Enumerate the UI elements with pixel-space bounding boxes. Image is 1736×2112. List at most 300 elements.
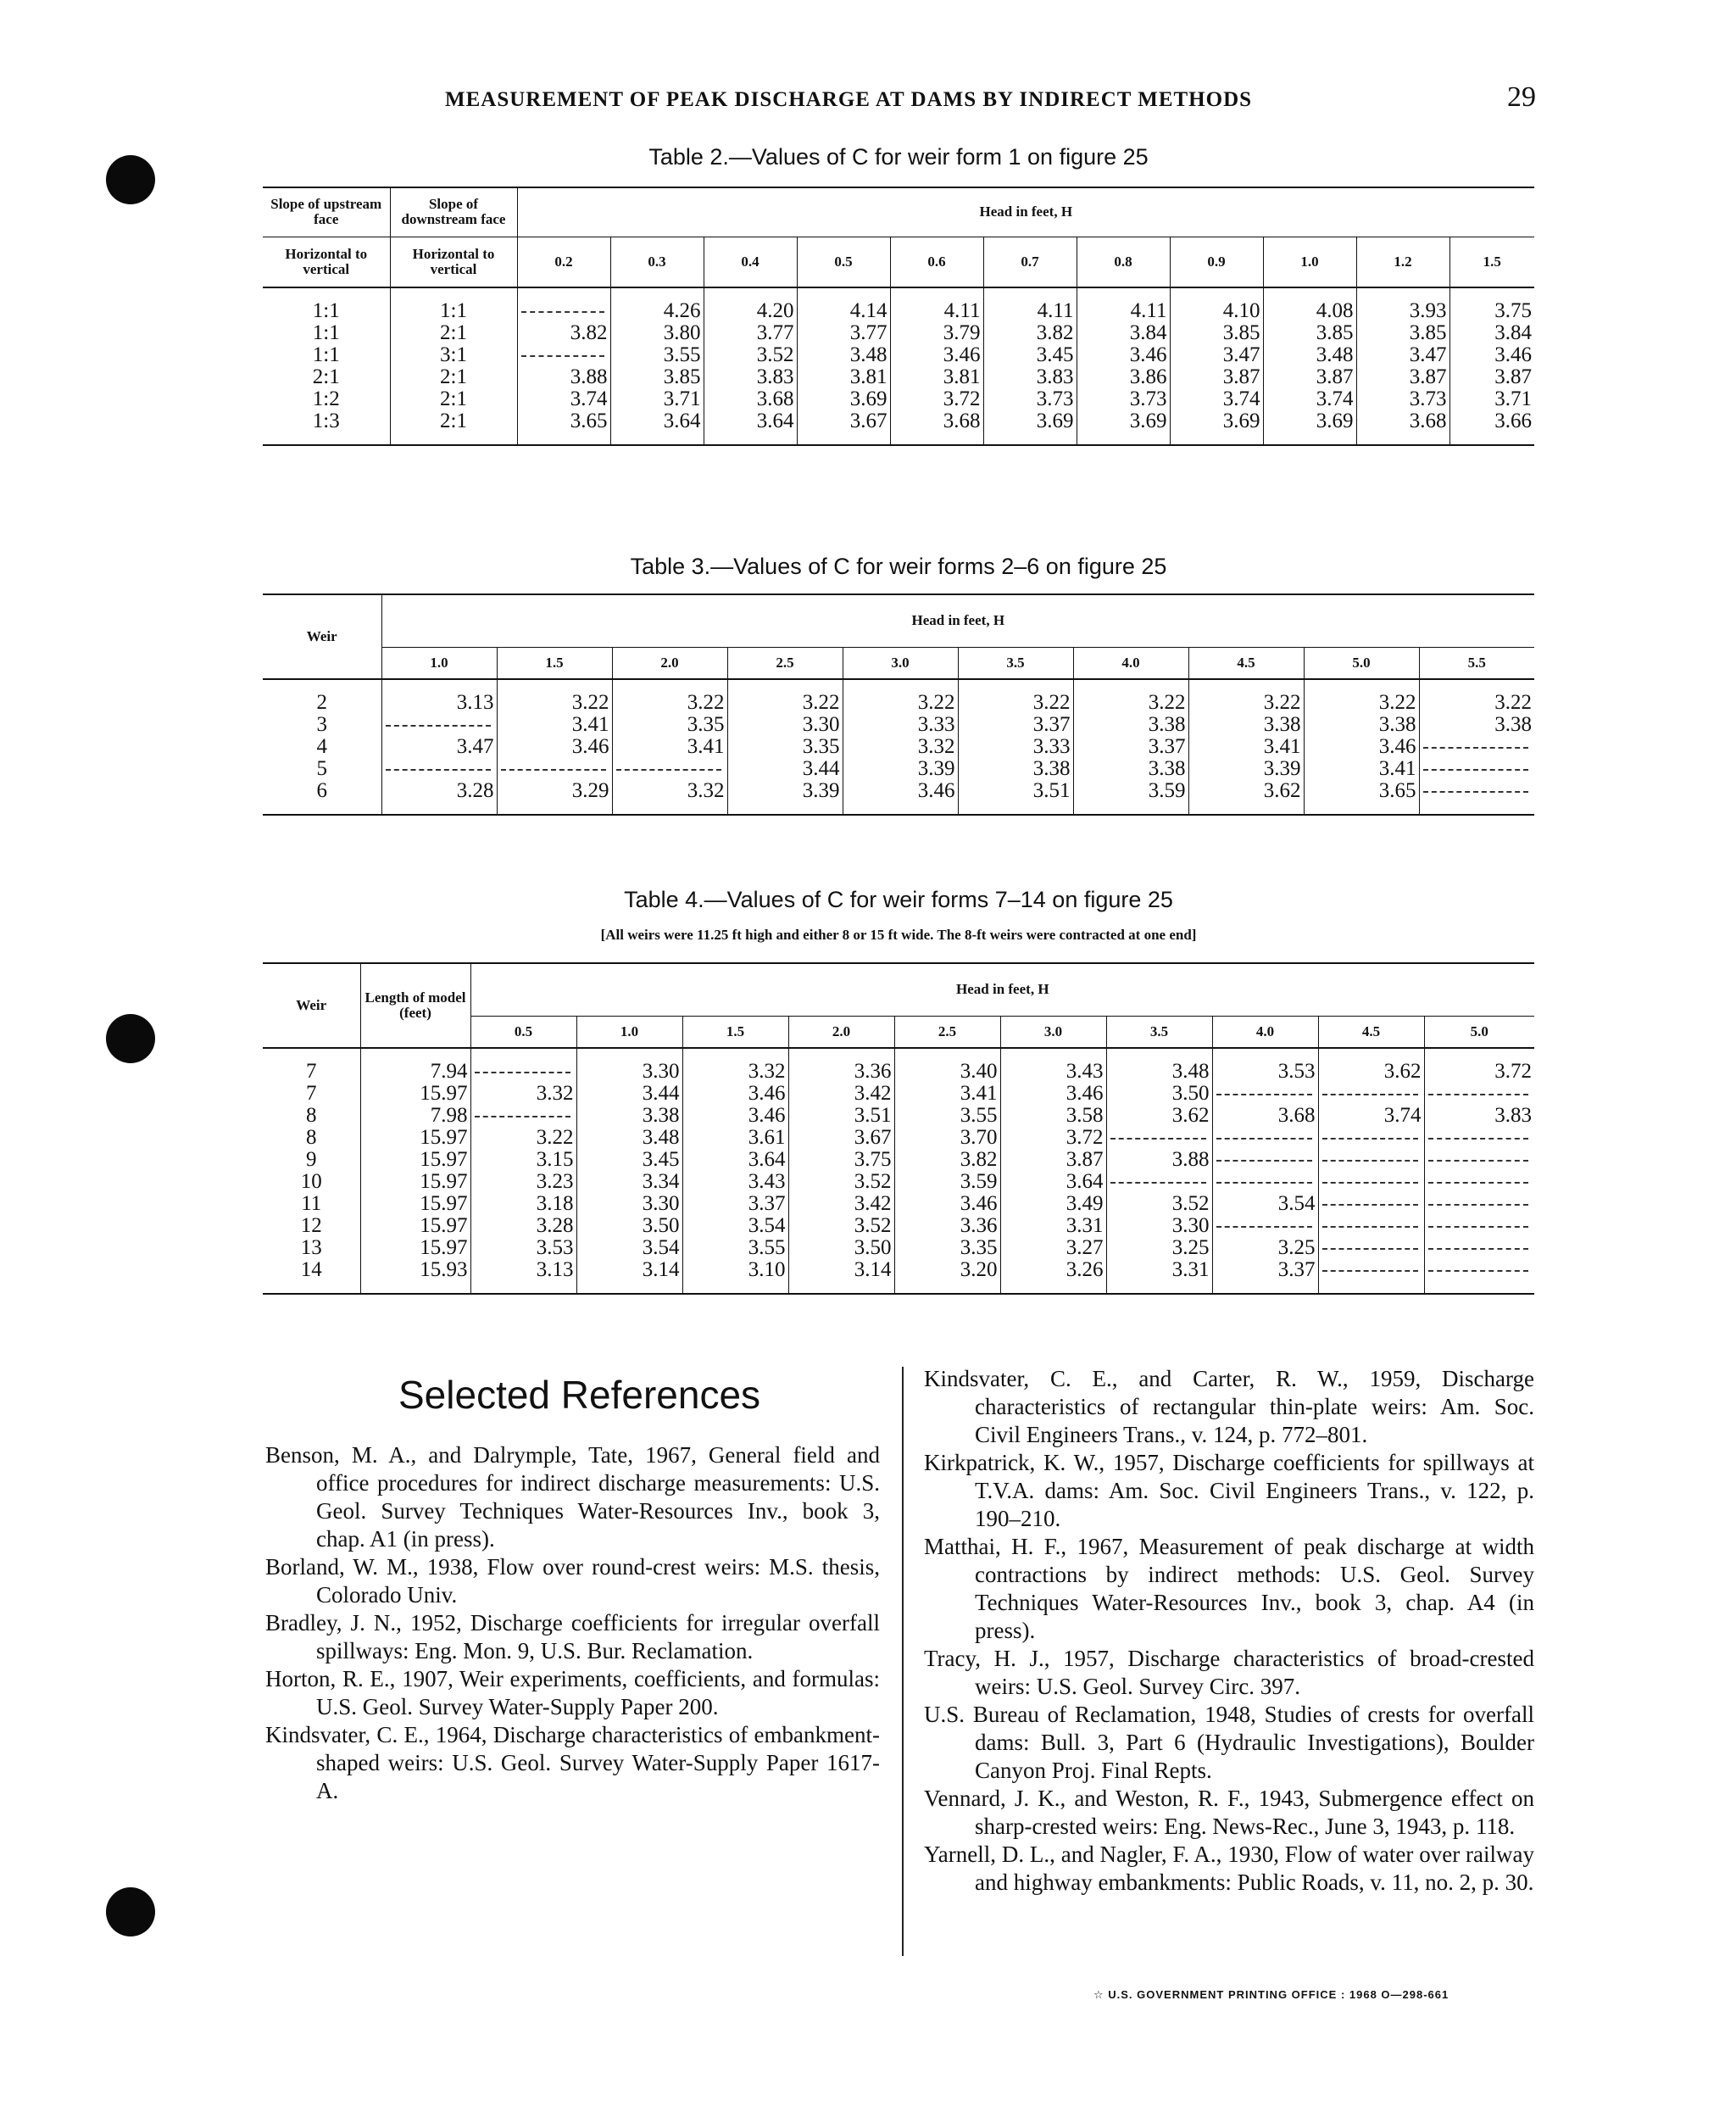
table-cell: 3.54 [682,1215,788,1237]
t4-head-value: 3.0 [1000,1016,1106,1048]
t3-head-value: 2.0 [612,647,727,679]
t3-weir: 2 [263,679,381,714]
t4-head-value: 1.5 [682,1016,788,1048]
table-cell: 3.26 [1000,1259,1106,1294]
t4-length: 15.97 [360,1215,470,1237]
table-cell: 4.20 [704,287,797,322]
table-cell: 3.46 [682,1105,788,1127]
t2-upstream-slope: 1:1 [263,287,390,322]
t4-length: 15.97 [360,1083,470,1105]
table-cell: 3.22 [470,1127,576,1149]
table-cell: 3.77 [704,322,797,344]
printing-office-imprint: ☆ U.S. GOVERNMENT PRINTING OFFICE : 1968 O—298-661 [1093,1988,1449,2001]
t2-downstream-slope: 2:1 [390,322,517,344]
table-cell: 3.40 [894,1048,1000,1083]
table-cell: 3.38 [958,758,1073,780]
table-row [263,388,1534,410]
empty-cell [1106,1171,1212,1193]
empty-cell [517,287,610,322]
t2-upstream-slope: 1:2 [263,388,390,410]
empty-cell [1419,736,1534,758]
t4-length: 15.97 [360,1193,470,1215]
t4-length: 15.97 [360,1171,470,1193]
t2-head-value: 1.2 [1356,237,1449,287]
t2-head-value: 0.7 [983,237,1077,287]
empty-cell [612,758,727,780]
t4-length: 15.97 [360,1237,470,1259]
t3-head-value: 1.5 [497,647,612,679]
table-cell: 3.85 [610,366,704,388]
reference-entry: Bradley, J. N., 1952, Discharge coefficients for irregular overfall spillways: Eng. Mon. 9, U.S. Bur. Reclamation. [265,1610,880,1663]
table-row [263,1105,1534,1127]
table-cell: 3.65 [517,410,610,445]
table-cell: 3.22 [1304,679,1419,714]
table2 [263,187,1534,446]
table4-caption: Table 4.—Values of C for weir forms 7–14 on figure 25 [624,887,1173,912]
t4-weir: 7 [263,1048,360,1083]
binder-hole [106,1014,155,1063]
references-right-column [924,1365,1534,1897]
t4-weir: 13 [263,1237,360,1259]
table-cell: 3.74 [1318,1105,1424,1127]
table-cell: 3.36 [788,1048,894,1083]
t2-sub-upstream: Horizontal to vertical [263,237,390,287]
table-cell: 3.36 [894,1215,1000,1237]
table-cell: 3.82 [517,322,610,344]
t2-downstream-slope: 3:1 [390,344,517,366]
table-row [263,1215,1534,1237]
table-cell: 3.51 [958,780,1073,815]
table3-caption: Table 3.—Values of C for weir forms 2–6 on figure 25 [630,554,1167,579]
table-cell: 3.58 [1000,1105,1106,1127]
reference-entry: Kindsvater, C. E., and Carter, R. W., 1959, Discharge characteristics of rectangular thin-plate weirs: Am. Soc. Civil Engineers Trans., v. 124, p. 772–801. [924,1366,1534,1447]
table-cell: 3.87 [1170,366,1263,388]
table-cell: 4.11 [1077,287,1170,322]
table-cell: 4.14 [797,287,890,322]
t4-head-value: 3.5 [1106,1016,1212,1048]
table-cell: 3.53 [1212,1048,1318,1083]
t3-head-value: 1.0 [381,647,497,679]
table-cell: 3.48 [1263,344,1356,366]
table-cell: 4.11 [983,287,1077,322]
empty-cell [517,344,610,366]
t2-upstream-slope: 1:1 [263,344,390,366]
table-row [263,1237,1534,1259]
reference-entry: Kirkpatrick, K. W., 1957, Discharge coefficients for spillways at T.V.A. dams: Am. Soc. Civil Engineers Trans., v. 122, p. 190–210. [924,1450,1534,1531]
table-cell: 3.50 [1106,1083,1212,1105]
table-row [263,1193,1534,1215]
table-cell: 3.22 [497,679,612,714]
table-cell: 3.39 [1188,758,1304,780]
t4-weir: 7 [263,1083,360,1105]
table-cell: 3.37 [1212,1259,1318,1294]
table-cell: 3.22 [958,679,1073,714]
table-cell: 3.32 [612,780,727,815]
t4-weir: 14 [263,1259,360,1294]
table-cell: 3.47 [1170,344,1263,366]
t2-downstream-slope: 2:1 [390,410,517,445]
t4-length: 15.97 [360,1149,470,1171]
table-cell: 3.88 [1106,1149,1212,1171]
table-cell: 3.27 [1000,1237,1106,1259]
table-cell: 3.29 [497,780,612,815]
empty-cell [1212,1127,1318,1149]
table-cell: 3.39 [727,780,843,815]
table-cell: 3.41 [612,736,727,758]
table-cell: 3.37 [958,714,1073,736]
table-cell: 3.46 [894,1193,1000,1215]
empty-cell [1419,780,1534,815]
t4-weir: 8 [263,1127,360,1149]
t3-weir: 6 [263,780,381,815]
t2-sub-downstream: Horizontal to vertical [390,237,517,287]
t4-length: 15.93 [360,1259,470,1294]
table-cell: 3.65 [1304,780,1419,815]
table-cell: 3.30 [727,714,843,736]
table-cell: 3.13 [381,679,497,714]
reference-entry: Yarnell, D. L., and Nagler, F. A., 1930, Flow of water over railway and highway embankments: Public Roads, v. 11, no. 2, p. 30. [924,1842,1534,1895]
table-cell: 3.49 [1000,1193,1106,1215]
table-cell: 3.38 [1419,714,1534,736]
table-cell: 3.25 [1212,1237,1318,1259]
table-cell: 3.64 [704,410,797,445]
table-cell: 3.82 [983,322,1077,344]
table-cell: 4.10 [1170,287,1263,322]
table-cell: 3.85 [1170,322,1263,344]
empty-cell [1318,1237,1424,1259]
table-cell: 3.39 [843,758,958,780]
table-cell: 3.62 [1318,1048,1424,1083]
table3 [263,593,1534,816]
table-cell: 3.52 [1106,1193,1212,1215]
table-cell: 3.34 [576,1171,682,1193]
table-cell: 3.44 [727,758,843,780]
table-cell: 3.41 [894,1083,1000,1105]
table-cell: 3.41 [497,714,612,736]
table-cell: 3.48 [1106,1048,1212,1083]
table-cell: 3.22 [727,679,843,714]
t3-head-value: 5.0 [1304,647,1419,679]
table-cell: 3.20 [894,1259,1000,1294]
table-cell: 3.14 [576,1259,682,1294]
table-cell: 3.32 [843,736,958,758]
table-cell: 3.32 [470,1083,576,1105]
table-cell: 3.66 [1449,410,1534,445]
empty-cell [1212,1215,1318,1237]
table-cell: 3.38 [1073,758,1188,780]
table-cell: 3.69 [1263,410,1356,445]
table-cell: 3.22 [612,679,727,714]
table-cell: 3.50 [788,1237,894,1259]
table-cell: 3.46 [682,1083,788,1105]
table-cell: 3.59 [894,1171,1000,1193]
table-cell: 3.75 [788,1149,894,1171]
table-cell: 3.67 [797,410,890,445]
reference-entry: Vennard, J. K., and Weston, R. F., 1943, Submergence effect on sharp-crested weirs: Eng. News-Rec., June 3, 1943, p. 118. [924,1786,1534,1839]
t4-weir: 11 [263,1193,360,1215]
table-cell: 3.22 [1188,679,1304,714]
t3-weir: 3 [263,714,381,736]
table-cell: 3.72 [1000,1127,1106,1149]
table-cell: 3.30 [576,1048,682,1083]
table-cell: 3.70 [894,1127,1000,1149]
empty-cell [1424,1259,1534,1294]
t3-col-weir: Weir [263,594,381,679]
table-cell: 3.68 [704,388,797,410]
binder-hole [106,155,155,204]
table-cell: 3.82 [894,1149,1000,1171]
table-cell: 3.41 [1304,758,1419,780]
table-cell: 3.87 [1356,366,1449,388]
table-cell: 3.73 [1356,388,1449,410]
table-cell: 3.48 [797,344,890,366]
reference-entry: Kindsvater, C. E., 1964, Discharge characteristics of embankment-shaped weirs: U.S. Geol. Survey Water-Supply Paper 1617-A. [265,1722,880,1803]
t4-length: 15.97 [360,1127,470,1149]
table-row [263,344,1534,366]
table-cell: 3.46 [497,736,612,758]
table-cell: 3.33 [843,714,958,736]
table-cell: 3.31 [1000,1215,1106,1237]
table-cell: 3.74 [517,388,610,410]
t2-head-value: 0.2 [517,237,610,287]
table-cell: 3.13 [470,1259,576,1294]
table-cell: 3.67 [788,1127,894,1149]
table-cell: 3.86 [1077,366,1170,388]
table-cell: 3.80 [610,322,704,344]
table-row [263,736,1534,758]
table-cell: 3.28 [381,780,497,815]
empty-cell [470,1048,576,1083]
t4-weir: 12 [263,1215,360,1237]
table-row [263,758,1534,780]
table-cell: 3.50 [576,1215,682,1237]
t3-head-value: 3.0 [843,647,958,679]
empty-cell [381,758,497,780]
empty-cell [1424,1083,1534,1105]
table-cell: 3.69 [797,388,890,410]
t2-head-value: 0.5 [797,237,890,287]
table2-caption: Table 2.—Values of C for weir form 1 on figure 25 [648,144,1149,170]
t4-head-value: 2.5 [894,1016,1000,1048]
empty-cell [497,758,612,780]
table-cell: 3.87 [1000,1149,1106,1171]
table-cell: 3.85 [1263,322,1356,344]
table-cell: 3.72 [890,388,983,410]
table-cell: 3.38 [1304,714,1419,736]
table-row [263,1048,1534,1083]
table-cell: 3.30 [1106,1215,1212,1237]
table-cell: 4.08 [1263,287,1356,322]
table-cell: 3.42 [788,1193,894,1215]
table-row [263,366,1534,388]
table-cell: 3.52 [788,1171,894,1193]
t3-head-label: Head in feet, H [381,594,1534,647]
t4-col-weir: Weir [263,963,360,1048]
table-cell: 3.69 [1170,410,1263,445]
table-cell: 3.35 [894,1237,1000,1259]
table-cell: 3.52 [788,1215,894,1237]
t2-head-value: 0.3 [610,237,704,287]
t2-downstream-slope: 1:1 [390,287,517,322]
table-cell: 3.38 [1188,714,1304,736]
table-cell: 3.38 [576,1105,682,1127]
table-cell: 3.88 [517,366,610,388]
empty-cell [1106,1127,1212,1149]
table-cell: 3.46 [890,344,983,366]
table-cell: 3.72 [1424,1048,1534,1083]
table-cell: 3.62 [1188,780,1304,815]
table-row [263,1149,1534,1171]
table-cell: 3.69 [1077,410,1170,445]
running-title: MEASUREMENT OF PEAK DISCHARGE AT DAMS BY INDIRECT METHODS [445,88,1253,111]
table-cell: 3.25 [1106,1237,1212,1259]
table-cell: 3.71 [1449,388,1534,410]
t3-weir: 5 [263,758,381,780]
table-row [263,1127,1534,1149]
t2-col-upstream: Slope of upstream face [263,187,390,237]
empty-cell [1419,758,1534,780]
empty-cell [1318,1215,1424,1237]
table-cell: 3.45 [576,1149,682,1171]
table-cell: 4.26 [610,287,704,322]
table-cell: 3.44 [576,1083,682,1105]
table-cell: 3.46 [1449,344,1534,366]
table-row [263,1083,1534,1105]
table-row [263,714,1534,736]
t2-downstream-slope: 2:1 [390,388,517,410]
table-row [263,410,1534,445]
table-cell: 3.28 [470,1215,576,1237]
table-cell: 3.77 [797,322,890,344]
table-cell: 3.48 [576,1127,682,1149]
t2-upstream-slope: 1:1 [263,322,390,344]
table-row [263,1171,1534,1193]
table-cell: 3.54 [576,1237,682,1259]
table-cell: 3.43 [1000,1048,1106,1083]
table-cell: 3.64 [610,410,704,445]
table-cell: 3.84 [1449,322,1534,344]
empty-cell [470,1105,576,1127]
table-cell: 3.46 [1077,344,1170,366]
table-cell: 3.83 [1424,1105,1534,1127]
table-cell: 3.81 [797,366,890,388]
reference-entry: Matthai, H. F., 1967, Measurement of peak discharge at width contractions by indirect methods: U.S. Geol. Survey Techniques Water-Resources Inv., book 3, chap. A4 (in press). [924,1534,1534,1643]
table-cell: 3.59 [1073,780,1188,815]
table4 [263,962,1534,1295]
reference-entry: Horton, R. E., 1907, Weir experiments, coefficients, and formulas: U.S. Geol. Survey Water-Supply Paper 200. [265,1666,880,1719]
table-cell: 3.73 [1077,388,1170,410]
reference-entry: U.S. Bureau of Reclamation, 1948, Studies of crests for overfall dams: Bull. 3, Part 6 (Hydraulic Investigations), Boulder Canyon Proj. Final Repts. [924,1702,1534,1783]
t4-head-value: 5.0 [1424,1016,1534,1048]
references-left-column [265,1441,880,1805]
empty-cell [1424,1127,1534,1149]
t4-head-label: Head in feet, H [470,963,1534,1016]
t3-head-value: 2.5 [727,647,843,679]
table-cell: 3.22 [843,679,958,714]
empty-cell [1318,1259,1424,1294]
table-cell: 3.68 [1212,1105,1318,1127]
empty-cell [1318,1127,1424,1149]
t4-length: 7.98 [360,1105,470,1127]
t2-head-value: 1.0 [1263,237,1356,287]
reference-entry: Tracy, H. J., 1957, Discharge characteristics of broad-crested weirs: U.S. Geol. Survey Circ. 397. [924,1646,1534,1699]
t4-head-value: 2.0 [788,1016,894,1048]
empty-cell [1424,1171,1534,1193]
empty-cell [1318,1149,1424,1171]
binder-hole [106,1887,155,1936]
table-cell: 4.11 [890,287,983,322]
table-cell: 3.35 [612,714,727,736]
table-cell: 3.79 [890,322,983,344]
table-cell: 3.47 [381,736,497,758]
table-cell: 3.73 [983,388,1077,410]
empty-cell [1212,1083,1318,1105]
page-number: 29 [1507,81,1536,113]
table-row [263,679,1534,714]
table-cell: 3.37 [1073,736,1188,758]
table-cell: 3.22 [1073,679,1188,714]
t2-upstream-slope: 2:1 [263,366,390,388]
t2-head-label: Head in feet, H [517,187,1534,237]
t3-head-value: 4.0 [1073,647,1188,679]
t4-head-value: 0.5 [470,1016,576,1048]
t2-downstream-slope: 2:1 [390,366,517,388]
table-cell: 3.37 [682,1193,788,1215]
table-cell: 3.43 [682,1171,788,1193]
table-cell: 3.23 [470,1171,576,1193]
table-cell: 3.83 [983,366,1077,388]
reference-entry: Benson, M. A., and Dalrymple, Tate, 1967, General field and office procedures for indirect discharge measurements: U.S. Geol. Survey Techniques Water-Resources Inv., book 3, chap. A1 (in press). [265,1442,880,1552]
table-cell: 3.45 [983,344,1077,366]
empty-cell [1318,1193,1424,1215]
table-cell: 3.87 [1263,366,1356,388]
table4-note: [All weirs were 11.25 ft high and either 8 or 15 ft wide. The 8-ft weirs were contracted at one end] [600,927,1197,943]
table-cell: 3.47 [1356,344,1449,366]
empty-cell [1318,1171,1424,1193]
table-cell: 3.83 [704,366,797,388]
table-row [263,287,1534,322]
table-cell: 3.62 [1106,1105,1212,1127]
t3-head-value: 5.5 [1419,647,1534,679]
t3-head-value: 3.5 [958,647,1073,679]
t2-col-downstream: Slope of downstream face [390,187,517,237]
table-cell: 3.35 [727,736,843,758]
table-cell: 3.75 [1449,287,1534,322]
t4-weir: 8 [263,1105,360,1127]
t4-col-length: Length of model (feet) [360,963,470,1048]
t3-head-value: 4.5 [1188,647,1304,679]
t4-head-value: 1.0 [576,1016,682,1048]
t2-head-value: 0.4 [704,237,797,287]
table-cell: 3.54 [1212,1193,1318,1215]
empty-cell [1424,1215,1534,1237]
table-cell: 3.64 [1000,1171,1106,1193]
table-cell: 3.69 [983,410,1077,445]
table-cell: 3.41 [1188,736,1304,758]
table-cell: 3.74 [1263,388,1356,410]
table-cell: 3.55 [894,1105,1000,1127]
table-cell: 3.61 [682,1127,788,1149]
table-row [263,780,1534,815]
table-cell: 3.15 [470,1149,576,1171]
table-cell: 3.93 [1356,287,1449,322]
table-cell: 3.51 [788,1105,894,1127]
empty-cell [1212,1171,1318,1193]
table-cell: 3.10 [682,1259,788,1294]
table-cell: 3.18 [470,1193,576,1215]
t2-head-value: 0.8 [1077,237,1170,287]
table-cell: 3.55 [682,1237,788,1259]
